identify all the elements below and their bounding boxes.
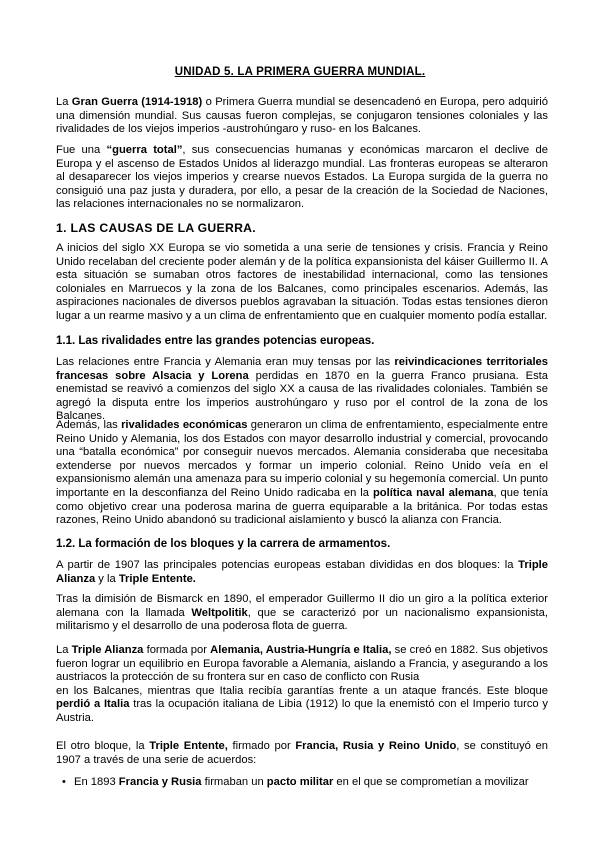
intro-paragraph-2: Fue una “guerra total”, sus consecuencias humanas y económicas marcaron el declive de Europa y el ascenso de Estados Unidos al liderazgo mundial. Las fronteras europeas se alteraron al desaparecer los viejos imperios y crearse nuevos Estados. La Europa surgida de la guerra no consiguió una paz justa y duradera, por ello, a pesar de la creación de la Sociedad de Naciones, las relaciones internacionales no se normalizaron.	[56, 144, 548, 211]
bullet-icon: •	[62, 776, 66, 788]
causes-paragraph: A inicios del siglo XX Europa se vio sometida a una serie de tensiones y crisis. Francia y Reino Unido recelaban del creciente poder alemán y de la política expansionista del káiser Guillermo II. A esta situación se sumaban otros factores de inestabilidad internacional, como las tensiones coloniales en Marruecos y la zona de los Balcanes, como principales escenarios. Además, las aspiraciones nacionales de diversos pueblos agravaban la situación. Todas estas tensiones dieron lugar a un rearme masivo y a un clima de enfrentamiento que en cualquier momento podía estallar.	[56, 242, 548, 322]
subsection-heading-rivalries: 1.1. Las rivalidades entre las grandes potencias europeas.	[56, 335, 375, 347]
page-title: UNIDAD 5. LA PRIMERA GUERRA MUNDIAL.	[174, 66, 426, 78]
blocks-paragraph-4: El otro bloque, la Triple Entente, firmado por Francia, Rusia y Reino Unido, se constituyó en 1907 a través de una serie de acuerdos:	[56, 740, 548, 766]
list-item: • En 1893 Francia y Rusia firmaban un pacto militar en el que se comprometían a movilizar	[62, 776, 529, 788]
subsection-heading-blocks: 1.2. La formación de los bloques y la carrera de armamentos.	[56, 538, 391, 550]
blocks-paragraph-3: La Triple Alianza formada por Alemania, Austria-Hungría e Italia, se creó en 1882. Sus objetivos fueron lograr un equilibrio en Europa favorable a Alemania, aislando a Francia, y asegurando a los austriacos la protección de su frontera sur en caso de conflicto con Rusia en los Balcanes, mientras que Italia recibía garantías frente a un ataque francés. Este bloque perdió a Italia tras la ocupación italiana de Libia (1912) lo que la enemistó con el Imperio turco y Austria.	[56, 644, 548, 724]
blocks-paragraph-2: Tras la dimisión de Bismarck en 1890, el emperador Guillermo II dio un giro a la política exterior alemana con la llamada Weltpolitik, que se caracterizó por un nacionalismo expansionista, militarismo y el desarrollo de una poderosa flota de guerra.	[56, 593, 548, 633]
rivalries-paragraph-1: Las relaciones entre Francia y Alemania eran muy tensas por las reivindicaciones territoriales francesas sobre Alsacia y Lorena perdidas en 1870 en la guerra Franco prusiana. Esta enemistad se reavivó a comienzos del siglo XX a causa de las rivalidades coloniales. También se agregó la disputa entre los imperios austrohúngaro y ruso por el control de la zona de los Balcanes.	[56, 356, 549, 423]
rivalries-paragraph-2: Además, las rivalidades económicas generaron un clima de enfrentamiento, especialmente entre Reino Unido y Alemania, los dos Estados con mayor desarrollo industrial y comercial, provocando una “batalla económica” por conseguir nuevos mercados. Alemania consideraba que necesitaba extenderse por nuevos mercados y formar un imperio colonial. Reino Unido veía en el expansionismo alemán una amenaza para su imperio colonial y su hegemonía comercial. Un punto importante en la desconfianza del Reino Unido radicaba en la política naval alemana, que tenía como objetivo crear una poderosa marina de guerra equiparable a la británica. Por todas estas razones, Reino Unido abandonó su tradicional aislamiento y buscó la alianza con Francia.	[56, 419, 549, 527]
section-heading-causes: 1. LAS CAUSAS DE LA GUERRA.	[56, 221, 256, 235]
blocks-paragraph-1: A partir de 1907 las principales potencias europeas estaban divididas en dos bloques: la Triple Alianza y la Triple Entente.	[56, 559, 548, 585]
intro-paragraph-1: La Gran Guerra (1914-1918) o Primera Guerra mundial se desencadenó en Europa, pero adquirió una dimensión mundial. Sus causas fueron complejas, se conjugaron tensiones coloniales y las rivalidades de los viejos imperios -austrohúngaro y ruso- en los Balcanes.	[56, 96, 548, 136]
